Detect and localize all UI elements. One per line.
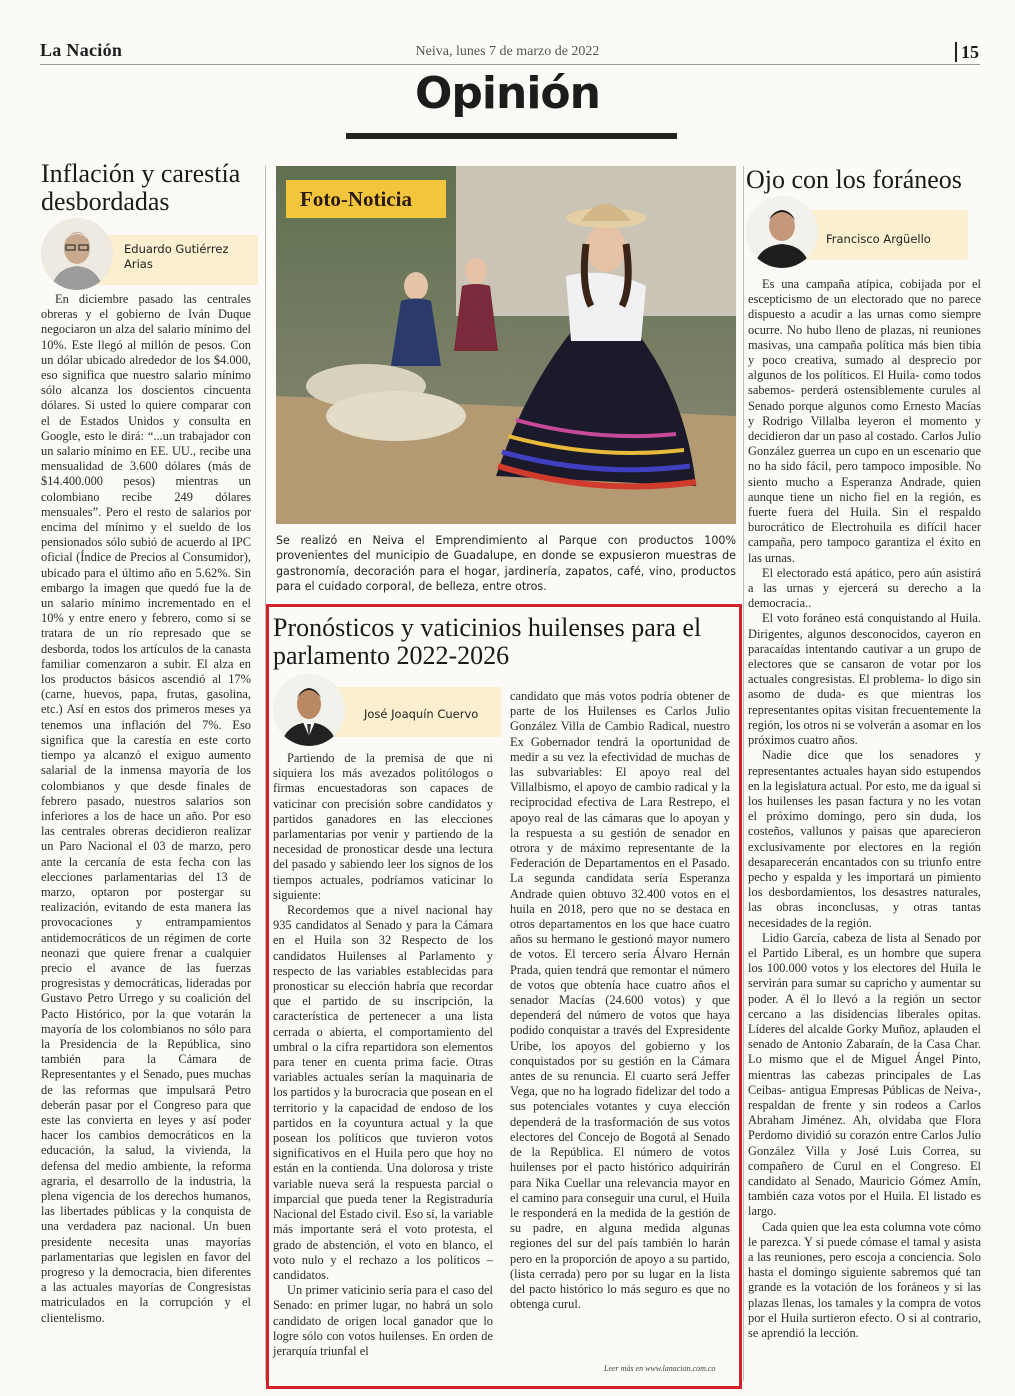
dateline: Neiva, lunes 7 de marzo de 2022	[415, 44, 600, 59]
author-portrait-icon	[273, 674, 345, 746]
right-author-avatar	[746, 196, 818, 268]
right-author-name: Francisco Argüello	[826, 232, 931, 246]
section-title: Opinión	[415, 68, 600, 119]
header-divider	[40, 64, 980, 65]
center-article-title[interactable]: Pronósticos y vaticinios huilenses para el parlamento 2022-2026	[273, 613, 702, 670]
photo-label: Foto-Noticia	[286, 180, 446, 218]
center-article-col1	[273, 751, 493, 1359]
read-more-link[interactable]: Leer más en www.lanacion.com.co	[604, 1364, 716, 1373]
right-paragraph-6: Cada quien que lea esta columna vote cómo le parezca. Y si puede cómase el tamal y asista a las reuniones, pero escoja a conciencia. Solo hasta el domingo siguiente sabremos qué tan grande es la votación de los foráneos y si las plazas llenas, los tamales y la compra de votos por el Huila surtieron efecto. O si al contrario, se aprendió la lección.	[748, 1219, 981, 1341]
right-paragraph-1: Es una campaña atípica, cobijada por el escepticismo de un electorado que no parece dispuesto a acudir a las urnas como siempre ocurre. No hubo lleno de plazas, ni reuniones masivas, una campaña política más bien tibia y poco creativa, sumado al desprecio por algunos de los políticos. El Huila- como todos sabemos- perderá ostensiblemente curules al Senado porque algunos como Ernesto Macías y Rodrigo Villalba leyeron el momento y decidieron dar un paso al costado. Carlos Julio González guerrea un cupo en un escenario que no ha sido fácil, pero tampoco imposible. No siento mucho a Esperanza Andrade, quien aunque tiene un nicho fiel en la región, es fuerte fuera del Huila. Sin el respaldo burocrático de Electrohuila es difícil hacer campaña, pero tampoco garantiza el éxito en las urnas.	[748, 277, 981, 565]
center-paragraph-1: Partiendo de la premisa de que ni siquiera los más avezados politólogos o firmas encuestadoras son capaces de vaticinar con precisión sobre candidatos y partidos ganadores en las elecciones parlamentarias por venir y partiendo de la necesidad de pronosticar desde una lectura del pasado y sabiendo leer los signos de los tiempos actuales, podríamos vaticinar lo siguiente:	[273, 751, 493, 902]
right-paragraph-3: El voto foráneo está conquistando al Huila. Dirigentes, algunos desconocidos, cayeron en paracaídas intentando cautivar a un grupo de electores que se cansaron de votar por los actuales congresistas. El problema- lo digo sin asomo de duda- es que mientras los representantes opitas visitan frecuentemente la región, los otros ni se volverán a asomar en los próximos cuatro años.	[748, 611, 981, 748]
right-paragraph-5: Lidio García, cabeza de lista al Senado por el Partido Liberal, es un hombre que supera los 100.000 votos y los electores del Huila le servirán para sumar su capricho y aumentar su poder. A él lo llevó a la región un sector cercano a las disidencias liberales opitas. Líderes del alcalde Gorky Muñoz, aplauden el senado de Antonio Zabaraín, de la Casa Char. Lo mismo que el de Miguel Ángel Pinto, mientras las cabezas principales de Las Ceibas- antigua Empresas Públicas de Neiva-, respaldan de frente y sin rodeos a Carlos Abraham Jiménez. Ah, olvidaba que Flora Perdomo dividió su corazón entre Carlos Julio González Villa y José Luis Correa, su compañero de Curul en el Congreso. El candidato al Senado, Mauricio Gómez Amín, también caza votos por el Huila. El listado es largo.	[748, 930, 981, 1219]
left-author-name: Eduardo Gutiérrez Arias	[124, 242, 229, 271]
page-number: 15	[955, 42, 979, 62]
right-article-body	[748, 277, 981, 1341]
news-photo[interactable]	[276, 166, 736, 524]
center-paragraph-4: candidato que más votos podría obtener de parte de los Huilenses es Carlos Julio González Villa de Cambio Radical, nuestro Ex Gobernador tendrá la oportunidad de medir a su vez la efectividad de muchas de las subvariables: El apoyo real del Villalbismo, el apoyo de cambio radical y la reciprocidad efectiva de Lara Restrepo, el apoyo real de las cámaras que lo apoyan y la respuesta a su gestión de senador en otrora y de máximo representante de la Federación de Departamentos en el Pasado. La segunda candidata sería Esperanza Andrade quien obtuvo 32.400 votos en el huila en 2018, pero que no se destaca en otros departamentos en los que hace cuatro años su hermano le gestionó mayor numero de votos. El tercero sería Álvaro Hernán Prada, quien tendrá que remontar el número de votos que obtenía hace cuatro años el senador Macías (24.600 votos) y que dependerá del número de votos que haya podido conquistar a través del Expresidente Uribe, los apoyos del gobierno y los conquistados por su gestión en la Cámara antes de su renuncia. El cuarto será Jeffer Vega, que no ha logrado fidelizar del todo a sus potenciales votantes y cuya elección dependerá de la trasformación de sus votos electores del Concejo de Bogotá al Senado de la República. El número de votos huilenses por el pacto histórico adquirirán para Nika Cuellar una relevancia mayor en el camino para conseguir una curul, el Huila le responderá en la medida de la gestión de su padre, en alguna medida algunas regiones del sur del país también lo harán pero en la proporción de apoyo a su partido, (lista cerrada) pero por su lugar en la lista del pacto histórico lo más seguro es que no obtenga curul.	[510, 689, 730, 1312]
author-portrait-icon	[41, 218, 113, 290]
center-article-col2	[510, 689, 730, 1312]
left-author-avatar	[41, 218, 113, 290]
column-divider-right	[743, 166, 744, 1381]
dolls-photo-icon	[276, 166, 736, 524]
center-author-name: José Joaquín Cuervo	[364, 707, 479, 721]
left-article-body	[41, 292, 251, 1326]
photo-caption: Se realizó en Neiva el Emprendimiento al Parque con productos 100% provenientes del municipio de Guadalupe, en donde se expusieron muestras de gastronomía, decoración para el hogar, jardinería, zapatos, café, vino, productos para el cuidado corporal, de belleza, entre otros.	[276, 534, 736, 594]
newspaper-logo[interactable]: La Nación	[40, 40, 123, 60]
right-article-title[interactable]: Ojo con los foráneos	[746, 165, 962, 194]
right-paragraph-2: El electorado está apático, pero aún asistirá a las urnas y ejercerá su derecho a la democracia..	[748, 565, 981, 611]
center-author-avatar	[273, 674, 345, 746]
author-portrait-icon	[746, 196, 818, 268]
center-paragraph-2: Recordemos que a nivel nacional hay 935 candidatos al Senado y para la Cámara en el Huila son 32 Respecto de los candidatos Huilenses al Parlamento y respecto de las variables establecidas para pronosticar su elección habría que recordar que el partido de su inscripción, la característica de pertenecer a una lista cerrada o abierta, el comportamiento del umbral o la cifra repartidora son elementos para tener en cuenta prima facie. Otras variables actuales serían la maquinaria de los partidos y la burocracia que posean en el territorio y la capacidad de endoso de los partidos en la coyuntura actual y la que posean los políticos que tuvieron votos significativos en el Huila pero que hoy no están en la contienda. Una dolorosa y triste variable nueva será la respuesta parcial o imparcial que pueda tener la Registraduría Nacional del Estado civil. Eso sí, la variable más importante será el voto protesta, el grado de abstención, el voto en blanco, el voto nulo y el rechazo a los políticos – candidatos.	[273, 903, 493, 1282]
left-article-title[interactable]: Inflación y carestía desbordadas	[41, 159, 241, 216]
right-paragraph-4: Nadie dice que los senadores y representantes actuales hayan sido estupendos en la legislatura actual. Por esto, me da igual si los huilenses les pasan factura y no les votan el próximo domingo, pero sin duda, los costeños, vallunos y paisas que aparecieron exclusivamente por electores en la región desaparecerán encantados con su triunfo entre pecho y espalda y les importará un pimiento los desbordamientos, los desastres naturales, las obras inconclusas, y otras tantas necesidades de la región.	[748, 748, 981, 930]
center-paragraph-3: Un primer vaticinio sería para el caso del Senado: en primer lugar, no habrá un solo candidato de origen local ganador que lo logre sólo con votos huilenses. En orden de jerarquía triunfal el	[273, 1283, 493, 1358]
section-underline	[346, 133, 677, 139]
left-article-paragraph: En diciembre pasado las centrales obreras y el gobierno de Iván Duque negociaron un alza del salario mínimo del 10%. Este llegó al millón de pesos. Con un dólar ubicado alrededor de los $4.000, eso significa que nuestro salario mínimo sólo alcanza los doscientos cincuenta dólares. Si usted lo quiere comparar con el de Estados Unidos y consulta en Google, esto le dirá: “...un trabajador con un salario mínimo en EE. UU., recibe una mensualidad de 3.600 dólares (más de $14.400.000 pesos) mientras un colombiano recibe 249 dólares mensuales”. Pero el resto de salarios por encima del mínimo y el sueldo de los pensionados sólo subió de acuerdo al IPC oficial (Índice de Precios al Consumidor), ubicado para el último año en 5.62%. Sin embargo la imagen que quedó fue la de un salario mínimo incrementado en el 10% y entre enero y febrero, como si se tratara de un río represado que se desborda, todos los artículos de la canasta familiar comenzaron a subir. El alza en los productos básicos ascendió al 17% (carne, huevos, papa, frutas, gasolina, etc.) Así en estos dos primeros meses ya tenemos una inflación del 7%. Eso significa que la carestía en este corto tiempo ya alcanzó el exiguo aumento salarial de la inmensa mayoría de los colombianos y que desde finales de febrero pasado, nuestros salarios son inferiores a los de hace un año. Por eso las centrales obreras decidieron realizar un Paro Nacional el 03 de marzo, pero ante la cercanía de esta fecha con las elecciones parlamentarias del 13 de marzo, optaron por postergar su realización, evitando de esta manera las provocaciones y entrampamientos antidemocráticos de un régimen de corte neonazi que quiere frenar a cualquier precio el avance de las fuerzas progresistas y democráticas, lideradas por Gustavo Petro Urrego y su coalición del Pacto Histórico, por la que votarán la mayoría de los colombianos no sólo para la Presidencia de la República, sino también para la Cámara de Representantes y el Senado, pues muchas de las reformas que impulsará Petro deberán pasar por el Congreso para que este las convierta en leyes y así poder hacer los cambios democráticos en la educación, la salud, la vivienda, la defensa del medio ambiente, la reforma agraria, el desarrollo de la industria, la plena vigencia de los derechos humanos, las libertades públicas y la conquista de una verdadera paz nacional. Un buen presidente necesita unas mayorías parlamentarias que legislen en favor del progreso y la democracia, bien diferentes a las actuales mayorías de Congresistas matriculados en la corrupción y el clientelismo.	[41, 292, 251, 1325]
